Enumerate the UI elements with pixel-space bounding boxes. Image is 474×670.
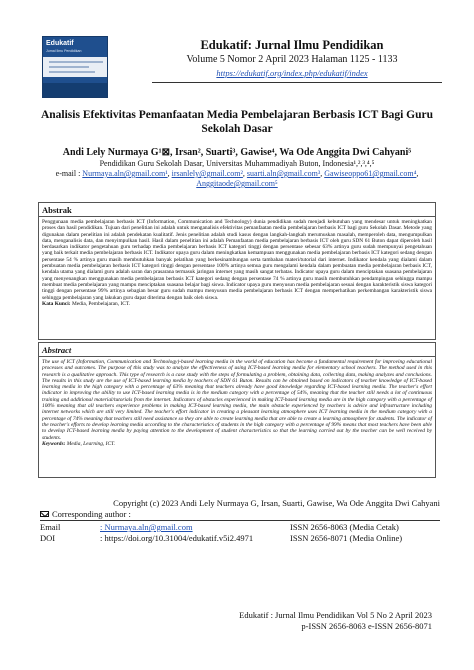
abstrak-heading: Abstrak [42,205,72,215]
corresponding-author [40,509,440,519]
footer-issn-line: p-ISSN 2656-8063 e-ISSN 2656-8071 [301,621,432,631]
author-emails: e-mail : Nurmaya.aln@gmail.com¹, irsanlely@gmail.com², suarti.aln@gmail.com³, Gawiseoppo61@gmail.com⁴, Anggitaode@gmail.com⁵ [55,169,419,188]
abstract-box [38,342,436,478]
cover-band [43,57,108,77]
author-email-link[interactable]: suarti.aln@gmail.com³ [246,169,321,178]
issn-online: ISSN 2656-8071 (Media Online) [290,533,403,543]
issn-print: ISSN 2656-8063 (Media Cetak) [290,522,399,532]
journal-title: Edukatif: Jurnal Ilmu Pendidikan [200,38,384,52]
cover-title: Edukatif [46,40,74,47]
abstract-divider [39,356,435,357]
journal-cover-image [42,36,108,98]
cover-decoration [49,61,103,63]
abstrak-text: Penggunaan media pembelajaran berbasis ICT (Information, Communication and Technology) dunia pendidikan sudah menjadi kebutuhan yang mendesar untuk meningkatkan proses dan hasil pendidikan. Tujuan dari penelitian ini adalah untuk menganalisis efektivitas pemanfaatan media pembelajaran berbasis ICT bagi guru Sekolah Dasar. Metode yang digunakan dalam penelitian ini adalah pendekatan kualitatif. Jenis penelitian adalah studi kasus dengan langkah-langkah merumuskan masalah, memperoleh data, mengumpulkan data, menganalisis data, dan menyimpulkan hasil. Hasil dalam penelitian ini adalah Pemanfaatan media pembelajaran berbasis ICT oleh guru SDN 61 Buton dapat diperoleh hasil berdasarkan indikator pengetahuan guru terhadap media pembelajaran berbasis ICT kategori tinggi dengan persentase sebesar 63% artinya guru sudah mempunyai pengetahuan yang baik terkait media pembelajaran berbasis ICT. Indikator upaya guru dalam meningkatkan kemampuan menggunakan media pembelajaran berbasis ICT kategori sedang dengan persentase 54 % artinya guru masih membutuhkan banyak pelatihan yang berkesinambungan serta tambahan materi/tutorial dari internet. Indikator kendala yang dialami dalam pembuatan media pembelajaran berbasis ICT kategori tinggi dengan persentase 100% artinya semua guru mengalami kendala dalam pembuatan media pembelajaran berbasis ICT, kendala utama yang dialami guru adalah saran dan prasarana termasuk jaringan internet yang masih sangat terbatas. Indicator upaya guru dalam menciptakan suasana pembelajaran yang menyenangkan menggunakan media pembelajaran berbasis ICT kategori sedang dengan persentase 74 % artinya guru masih membutuhkan pendampingan sehingga mampu membuat media pembelajaran yang mampu menciptakan suasana belajar bagi siswa. Indicator upaya guru menyusun media pembelajaran sesuai dengan karakteristik siswa kategori tinggi dengan persentase 99% artinya sebagian besar guru sudah mampu menyusun media pembelajaran berbasis ICT dengan memperhatikan perkembangan karakteristik siswa sehingga pembelajaran yang lakukan guru dapat diterima dengan baik oleh siswa. [42,219,432,301]
cover-decoration [49,66,89,68]
corresponding-divider [40,520,440,521]
doi-row [40,533,440,544]
doi-label: DOI [40,533,56,543]
abstract-body [42,359,432,448]
article-authors: Andi Lely Nurmaya G¹⊠, Irsan², Suarti³, Gawise⁴, Wa Ode Anggita Dwi Cahyani⁵ [62,147,412,158]
keywords-label: Kata Kunci: [42,301,72,308]
journal-header [42,36,442,98]
abstrak-body [42,219,432,308]
abstrak-divider [39,216,435,217]
article-affiliation: Pendidikan Guru Sekolah Dasar, Universitas Muhammadiyah Buton, Indonesia¹,²,³,⁴,⁵ [99,159,375,168]
abstrak-box [38,202,436,340]
abstract-text: The use of ICT (Information, Communication and Technology)-based learning media in the world of education has become a fundamental requirement for improving educational processes and outcomes. The purpose of this study was to analyze the effectiveness of using ICT-based learning media for elementary school teachers. The method used in this research is a qualitative approach. This type of research is a case study with the steps of formulating a problem, obtaining data, collecting data, making analyzes and conclusions. The results in this study are the use of ICT-based learning media by teachers of SDN 61 Buton. Results can be obtained based on indicators of teacher knowledge of ICT-based learning media in the high category with a percentage of 63% meaning that teachers already have good knowledge regarding ICT-based learning media. The teacher's effort indicator in improving the ability to use ICT-based learning media is in the medium category with a percentage of 54%, meaning that the teacher still needs a lot of continuous training and additional material/tutorials from the internet. Indicators of obstacles experienced in making ICT-based learning media are in the high category with a percentage of 100% meaning that all teachers experience problems in making ICT-based learning media, the main obstacle experienced by teachers is advice and infrastructure including internet networks which are still very limited. The teacher's effort indicator in creating a pleasant learning atmosphere uses ICT learning media in the medium category with a percentage of 74% meaning that teachers still need assistance so they are able to create learning media that are able to create a learning atmosphere for students. The indicator of the teacher's efforts to develop learning media according to the characteristics of students in the high category with a percentage of 99% means that most teachers have been able to develop ICT-based learning media by paying attention to the development of student characteristics so that the learning carried out by the teacher can be well received by students. [42,359,432,441]
journal-url-link[interactable]: https://edukatif.org/index.php/edukatif/index [216,68,368,78]
cover-decoration [49,71,95,73]
envelope-icon [40,511,49,517]
cover-footer [43,83,108,97]
page-footer [200,610,432,632]
article-title: Analisis Efektivitas Pemanfaatan Media Pembelajaran Berbasis ICT Bagi Guru Sekolah Dasar [40,109,434,135]
email-prefix: e-mail : [55,169,83,178]
corresponding-label: Corresponding author : [52,509,131,519]
journal-issue: Volume 5 Nomor 2 April 2023 Halaman 1125 - 1133 [186,54,398,65]
author-email-link[interactable]: Anggitaode@gmail.com⁵ [196,179,278,188]
author-email-link[interactable]: Gawiseoppo61@gmail.com⁴ [324,169,417,178]
email-label: Email [40,522,61,532]
keywords-value: Media, Learning, ICT. [66,441,115,448]
doi-link[interactable]: : https://doi.org/10.31004/edukatif.v5i2.4971 [100,533,254,543]
cover-subtitle: Jurnal Ilmu Pendidikan [46,49,82,53]
abstrak-keywords [42,301,432,307]
abstract-heading: Abstract [42,345,72,355]
footer-journal-line: Edukatif : Jurnal Ilmu Pendidikan Vol 5 No 2 April 2023 [239,610,432,620]
keywords-value: Media, Pembelajaran, ICT. [71,301,131,308]
keywords-label: Keywords: [42,441,67,448]
author-email-link[interactable]: Nurmaya.aln@gmail.com¹ [82,169,168,178]
abstract-keywords [42,441,432,447]
email-row [40,522,440,533]
author-email-link[interactable]: irsanlely@gmail.com² [171,169,243,178]
header-divider [152,82,442,83]
corresponding-email-link[interactable]: : Nurmaya.aln@gmail.com [100,522,193,532]
copyright-notice: Copyright (c) 2023 Andi Lely Nurmaya G, Irsan, Suarti, Gawise, Wa Ode Anggita Dwi Cahyani [113,498,440,508]
